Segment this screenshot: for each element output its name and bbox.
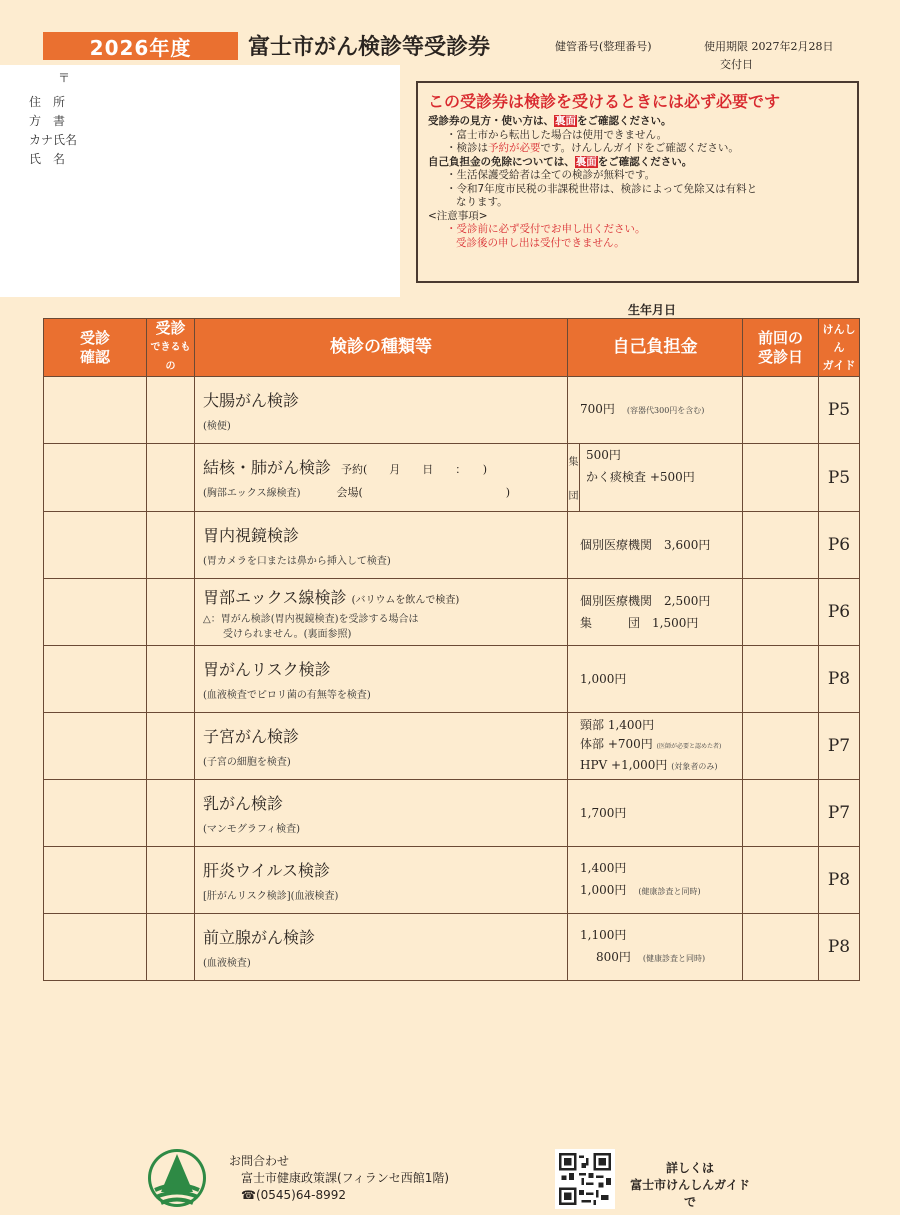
eligible-cell xyxy=(147,780,195,847)
guide-page: P7 xyxy=(819,713,860,780)
table-row: 子宮がん検診 (子宮の細胞を検査) 頸部 1,400円 体部 +700円 (医師が必要と認めた者) HPV +1,000円 (対象者のみ) P7 xyxy=(44,713,860,780)
confirm-cell[interactable] xyxy=(44,646,147,713)
header-confirm: 受診 確認 xyxy=(44,319,147,377)
notice-line: 受診券の見方・使い方は、裏面をご確認ください。 xyxy=(428,115,672,127)
eligible-cell xyxy=(147,914,195,981)
eligible-cell xyxy=(147,579,195,646)
guide-page: P8 xyxy=(819,847,860,914)
table-row: 胃がんリスク検診 (血液検査でピロリ菌の有無等を検査) 1,000円 P8 xyxy=(44,646,860,713)
name-label: 氏 名 xyxy=(29,152,66,166)
table-row: 胃内視鏡検診 (胃カメラを口または鼻から挿入して検査) 個別医療機関 3,600円 P6 xyxy=(44,512,860,579)
address-panel xyxy=(0,65,400,297)
kana-name-label: カナ氏名 xyxy=(29,133,78,147)
guide-page: P5 xyxy=(819,377,860,444)
guide-page: P6 xyxy=(819,512,860,579)
table-row: 肝炎ウイルス検診 [肝がんリスク検診](血液検査) 1,400円 1,000円 (健康診査と同時) P8 xyxy=(44,847,860,914)
guide-page: P8 xyxy=(819,914,860,981)
qr-code-icon[interactable] xyxy=(555,1149,615,1209)
exam-name: 胃内視鏡検診 xyxy=(203,526,300,545)
eligible-cell xyxy=(147,713,195,780)
expiry-date: 使用期限 2027年2月28日 xyxy=(704,40,834,53)
exam-sub: (胃カメラを口または鼻から挿入して検査) xyxy=(203,556,391,567)
notice-line: ・生活保護受給者は全ての検診が無料です。 xyxy=(446,169,656,181)
issue-date-label: 交付日 xyxy=(720,58,753,71)
confirm-cell[interactable] xyxy=(44,780,147,847)
last-exam-cell[interactable] xyxy=(743,444,819,512)
confirm-cell[interactable] xyxy=(44,377,147,444)
year-badge: 2026年度 xyxy=(43,32,238,60)
eligible-cell xyxy=(147,646,195,713)
date-of-birth-label: 生年月日 xyxy=(628,303,677,317)
eligible-cell xyxy=(147,377,195,444)
guide-page: P5 xyxy=(819,444,860,512)
address-label: 住 所 xyxy=(29,95,66,109)
last-exam-cell[interactable] xyxy=(743,914,819,981)
table-row: 大腸がん検診 (検便) 700円 (容器代300円を含む) P5 xyxy=(44,377,860,444)
last-exam-cell[interactable] xyxy=(743,780,819,847)
table-row: 胃部エックス線検診 (バリウムを飲んで検査) △：胃がん検診(胃内視鏡検査)を受診する場合は 受けられません。(裏面参照) 個別医療機関 2,500円 集 団 1,500円 P6 xyxy=(44,579,860,646)
header-last-exam: 前回の 受診日 xyxy=(743,319,819,377)
exam-sub: (検便) xyxy=(203,421,231,432)
exam-sub: (胸部エックス線検査) xyxy=(203,488,301,499)
guide-text: 詳しくは 富士市けんしんガイドで xyxy=(630,1161,750,1209)
eligible-cell xyxy=(147,847,195,914)
notice-line: 自己負担金の免除については、裏面をご確認ください。 xyxy=(428,155,693,168)
confirm-cell[interactable] xyxy=(44,579,147,646)
care-of-label: 方 書 xyxy=(29,114,66,128)
reservation-field: 予約( 月 日 ： ) xyxy=(341,463,488,476)
notice-box xyxy=(416,81,859,283)
header-eligible: 受診 できるもの xyxy=(147,319,195,377)
confirm-cell[interactable] xyxy=(44,713,147,780)
guide-page: P6 xyxy=(819,579,860,646)
header-fee: 自己負担金 xyxy=(568,319,743,377)
table-row: 結核・肺がん検診 予約( 月 日 ： ) (胸部エックス線検査) 会場( ) 集 団 500円 かく痰検査 +500円 P5 xyxy=(44,444,860,512)
notice-line: ・富士市から転出した場合は使用できません。 xyxy=(446,128,668,141)
eligible-cell xyxy=(147,444,195,512)
guide-page: P8 xyxy=(819,646,860,713)
confirm-cell[interactable] xyxy=(44,847,147,914)
notice-line: なります。 xyxy=(456,196,508,208)
exam-table xyxy=(43,318,860,981)
table-row: 前立腺がん検診 (血液検査) 1,100円 800円 (健康診査と同時) P8 xyxy=(44,914,860,981)
postal-mark: 〒 xyxy=(58,71,71,85)
confirm-cell[interactable] xyxy=(44,444,147,512)
exam-name: 結核・肺がん検診 xyxy=(203,458,332,477)
notice-title: この受診券は検診を受けるときには必ず必要です xyxy=(428,92,781,111)
notice-line: <注意事項> xyxy=(428,209,488,222)
notice-line: 受診後の申し出は受付できません。 xyxy=(456,236,625,249)
last-exam-cell[interactable] xyxy=(743,847,819,914)
table-row: 乳がん検診 (マンモグラフィ検査) 1,700円 P7 xyxy=(44,780,860,847)
notice-line: ・受診前に必ず受付でお申し出ください。 xyxy=(446,223,646,235)
last-exam-cell[interactable] xyxy=(743,377,819,444)
header-guide: けんしん ガイド xyxy=(819,319,860,377)
last-exam-cell[interactable] xyxy=(743,646,819,713)
phone-number: ☎(0545)64-8992 xyxy=(241,1188,346,1202)
management-number-label: 健管番号(整理番号) xyxy=(555,40,652,53)
eligible-cell xyxy=(147,512,195,579)
last-exam-cell[interactable] xyxy=(743,579,819,646)
notice-line: ・令和7年度市民税の非課税世帯は、検診によって免除又は有料と xyxy=(446,182,758,195)
header-exam-type: 検診の種類等 xyxy=(195,319,568,377)
confirm-cell[interactable] xyxy=(44,512,147,579)
exam-name: 大腸がん検診 xyxy=(203,391,300,410)
last-exam-cell[interactable] xyxy=(743,713,819,780)
department: 富士市健康政策課(フィランセ西館1階) xyxy=(241,1171,450,1185)
guide-page: P7 xyxy=(819,780,860,847)
last-exam-cell[interactable] xyxy=(743,512,819,579)
venue-field: 会場( ) xyxy=(336,486,511,499)
notice-line: ・検診は予約が必要です。けんしんガイドをご確認ください。 xyxy=(446,142,739,154)
confirm-cell[interactable] xyxy=(44,914,147,981)
document-title: 富士市がん検診等受診券 xyxy=(248,34,491,60)
contact-title: お問合わせ xyxy=(229,1154,290,1168)
contact-info xyxy=(229,1153,449,1204)
city-logo-icon xyxy=(147,1148,207,1208)
